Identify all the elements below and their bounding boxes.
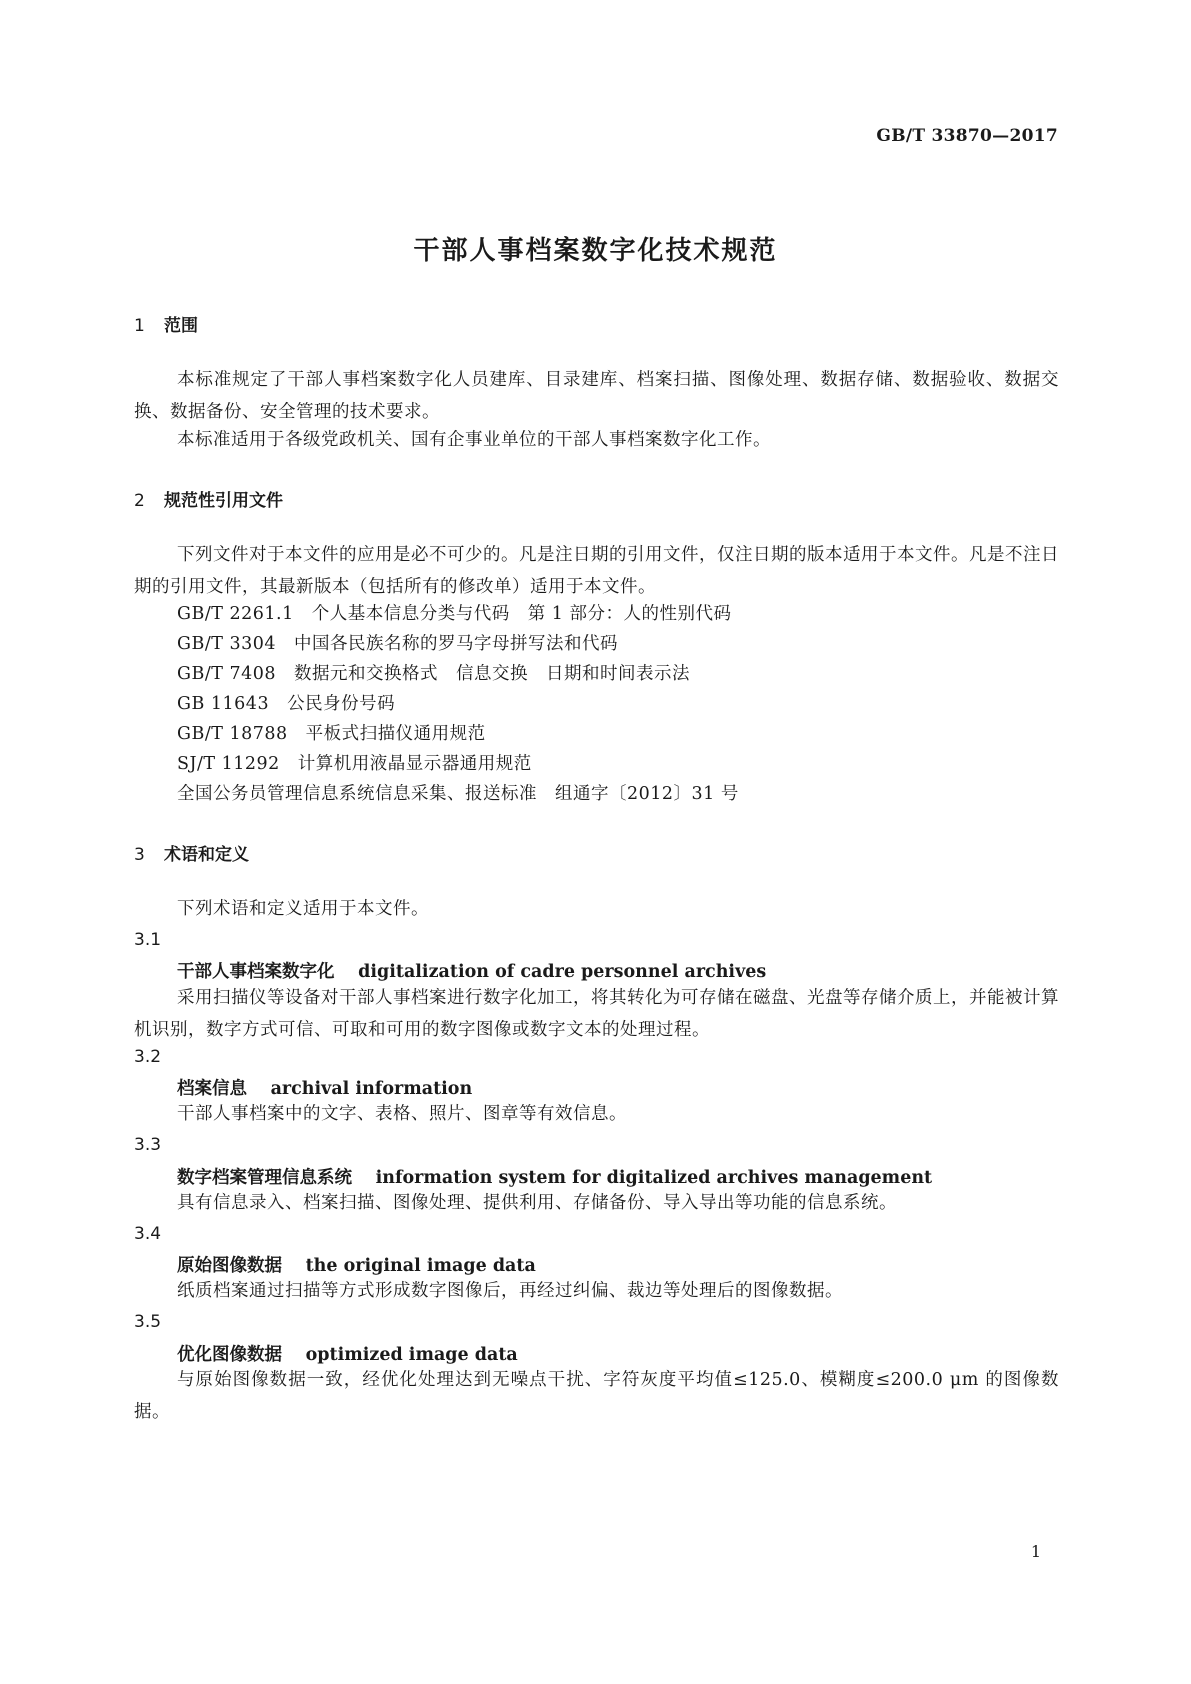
term-number: 3.4 bbox=[134, 1224, 162, 1244]
section-number: 2 bbox=[134, 491, 145, 511]
document-title: 干部人事档案数字化技术规范 bbox=[413, 236, 778, 266]
term-name-en: information system for digitalized archives management bbox=[375, 1168, 933, 1188]
term-name bbox=[177, 1341, 518, 1366]
term-name-zh: 档案信息 bbox=[177, 1079, 247, 1099]
terms-intro: 下列术语和定义适用于本文件。 bbox=[177, 899, 429, 919]
term-name bbox=[177, 1075, 472, 1100]
scope-paragraph: 本标准适用于各级党政机关、国有企事业单位的干部人事档案数字化工作。 bbox=[177, 430, 771, 450]
reference-item: GB/T 18788 平板式扫描仪通用规范 bbox=[177, 724, 486, 744]
term-number: 3.2 bbox=[134, 1047, 162, 1067]
term-number: 3.5 bbox=[134, 1312, 162, 1332]
section-heading-normative-references bbox=[134, 486, 283, 511]
term-name-zh: 数字档案管理信息系统 bbox=[177, 1168, 352, 1188]
reference-item: GB 11643 公民身份号码 bbox=[177, 694, 396, 714]
section-title: 规范性引用文件 bbox=[164, 491, 283, 511]
section-number: 1 bbox=[134, 316, 145, 336]
references-intro: 下列文件对于本文件的应用是必不可少的。凡是注日期的引用文件，仅注日期的版本适用于本文件。凡是不注日期的引用文件，其最新版本（包括所有的修改单）适用于本文件。 bbox=[134, 545, 1059, 597]
reference-item: GB/T 7408 数据元和交换格式 信息交换 日期和时间表示法 bbox=[177, 664, 691, 684]
term-definition: 具有信息录入、档案扫描、图像处理、提供利用、存储备份、导入导出等功能的信息系统。 bbox=[177, 1193, 897, 1213]
term-name-zh: 原始图像数据 bbox=[177, 1256, 282, 1276]
term-name bbox=[177, 1252, 536, 1277]
reference-item: 全国公务员管理信息系统信息采集、报送标准 组通字〔2012〕31 号 bbox=[177, 784, 739, 804]
page-number: 1 bbox=[1030, 1542, 1041, 1561]
term-number: 3.1 bbox=[134, 930, 162, 950]
term-name-zh: 优化图像数据 bbox=[177, 1345, 282, 1365]
section-heading-scope bbox=[134, 311, 198, 336]
standard-code: GB/T 33870—2017 bbox=[876, 126, 1058, 146]
reference-item: SJ/T 11292 计算机用液晶显示器通用规范 bbox=[177, 754, 532, 774]
term-name-en: digitalization of cadre personnel archives bbox=[358, 962, 767, 982]
term-name bbox=[177, 1164, 932, 1189]
term-name-en: archival information bbox=[270, 1079, 473, 1099]
scope-paragraph: 本标准规定了干部人事档案数字化人员建库、目录建库、档案扫描、图像处理、数据存储、数据验收、数据交换、数据备份、安全管理的技术要求。 bbox=[134, 370, 1059, 422]
reference-item: GB/T 3304 中国各民族名称的罗马字母拼写法和代码 bbox=[177, 634, 619, 654]
term-name-en: optimized image data bbox=[305, 1345, 518, 1365]
term-definition: 与原始图像数据一致，经优化处理达到无噪点干扰、字符灰度平均值≤125.0、模糊度≤200.0 μm 的图像数据。 bbox=[134, 1370, 1059, 1422]
term-definition: 采用扫描仪等设备对干部人事档案进行数字化加工，将其转化为可存储在磁盘、光盘等存储介质上，并能被计算机识别，数字方式可信、可取和可用的数字图像或数字文本的处理过程。 bbox=[134, 988, 1059, 1040]
term-definition: 干部人事档案中的文字、表格、照片、图章等有效信息。 bbox=[177, 1104, 627, 1124]
section-title: 范围 bbox=[164, 316, 198, 336]
term-name bbox=[177, 958, 766, 983]
section-number: 3 bbox=[134, 845, 145, 865]
term-name-en: the original image data bbox=[305, 1256, 536, 1276]
section-title: 术语和定义 bbox=[164, 845, 249, 865]
reference-item: GB/T 2261.1 个人基本信息分类与代码 第 1 部分：人的性别代码 bbox=[177, 604, 732, 624]
term-name-zh: 干部人事档案数字化 bbox=[177, 962, 335, 982]
term-number: 3.3 bbox=[134, 1135, 162, 1155]
section-heading-terms bbox=[134, 840, 249, 865]
term-definition: 纸质档案通过扫描等方式形成数字图像后，再经过纠偏、裁边等处理后的图像数据。 bbox=[177, 1281, 843, 1301]
